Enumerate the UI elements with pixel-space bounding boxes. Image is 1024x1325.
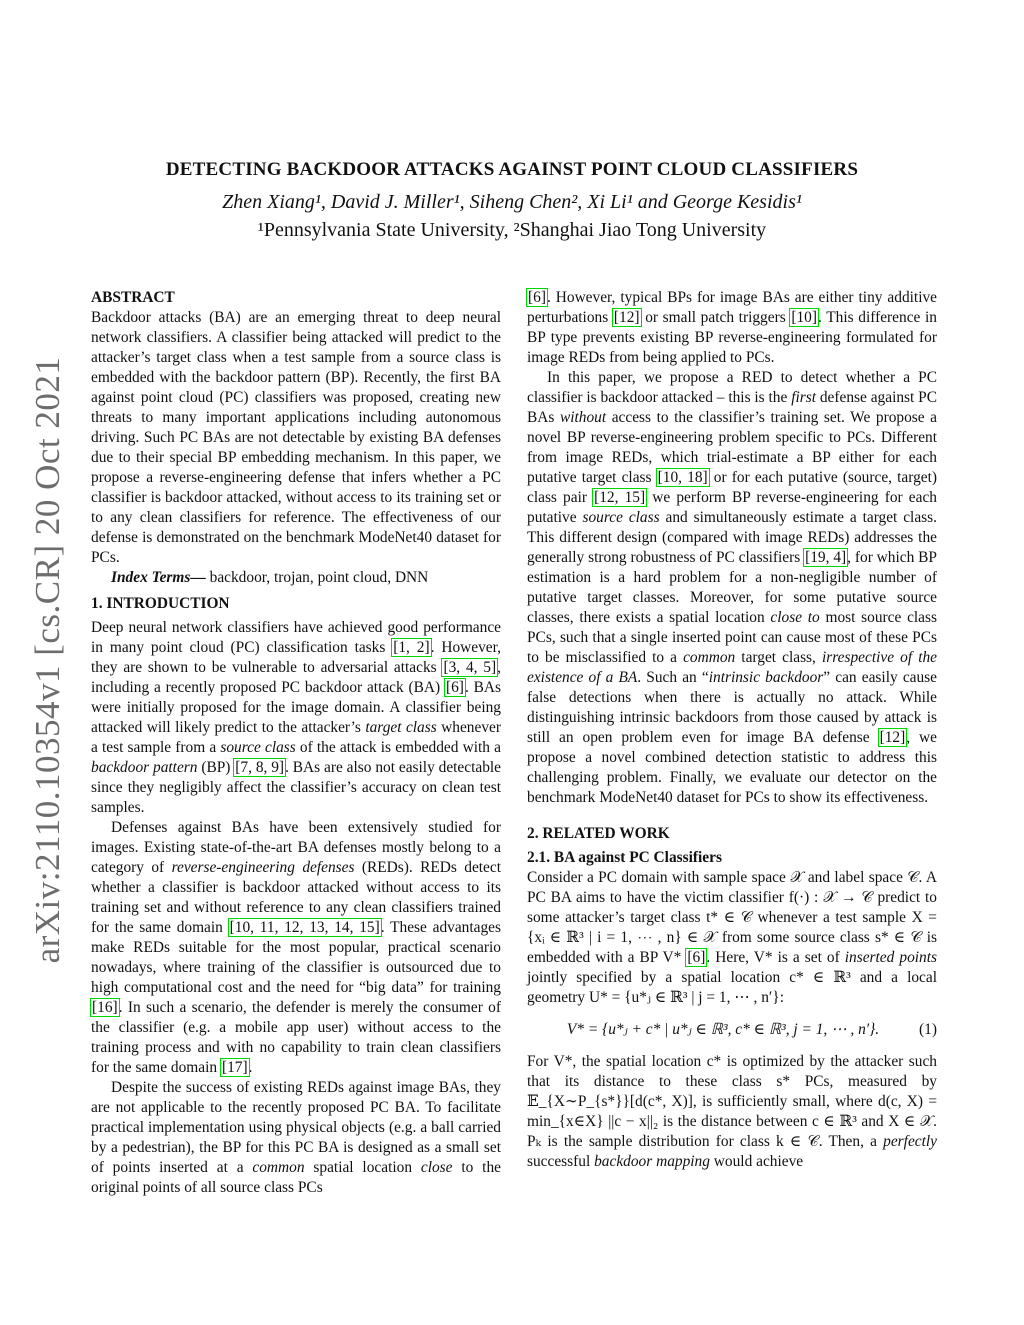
emphasis: first — [791, 389, 816, 406]
arxiv-sidebar-stamp — [28, 356, 68, 964]
index-terms-label: Index Terms— — [111, 569, 206, 586]
text: would achieve — [709, 1153, 804, 1170]
text: (BP) — [197, 759, 235, 776]
text: . Here, V* is a set of — [706, 949, 845, 966]
citation-link[interactable]: [12] — [879, 729, 906, 746]
text: we perform BP reverse-engineering for each putative — [527, 489, 937, 526]
abstract-heading: ABSTRACT — [91, 289, 175, 306]
citation-link[interactable]: [3, 4, 5] — [443, 659, 497, 676]
text: . — [248, 1059, 253, 1076]
abstract-text: Backdoor attacks (BA) are an emerging threat to deep neural network classifiers. A classifier being attacked will predict to the attacker’s target class when a test sample from a source class is embedded with the backdoor pattern (BP). Recently, the first BA against point cloud (PC) classifiers was proposed, creating new threats to many important applications including autonomous driving. Such PC BAs are not detectable by existing BA defenses due to their special BP embedding mechanism. In this paper, we propose a reverse-engineering defense that infers whether a PC classifier is backdoor attacked, without access to its training set or to any clean classifiers for reference. The effectiveness of our defense is demonstrated on the benchmark ModeNet40 dataset for PCs. — [91, 309, 501, 566]
equation-number: (1) — [919, 1021, 937, 1038]
citation-link[interactable]: [10, 11, 12, 13, 14, 15] — [229, 919, 380, 936]
text: spatial location — [304, 1159, 421, 1176]
text: . However, they are shown to be vulnerable to adversarial attacks — [91, 639, 501, 676]
text: or for each putative (source, target) class pair — [527, 469, 938, 506]
text: For V*, the spatial location c* is optimized by the attacker such that its distance to these class s* PCs, measured by 𝔼_{X∼P_{s*}}[d(c*, X)], is sufficiently small, where d(c, X) = min_{x∈X} ||c − x||₂ is the distance between c ∈ ℝ³ and X ∈ 𝒳. Pₖ is the sample distribution for class k ∈ 𝒞. Then, a — [527, 1053, 937, 1150]
emphasis: irrespective of the existence of a BA — [527, 649, 937, 686]
text: Consider a PC domain with sample space 𝒳 and label space 𝒞. A PC BA aims to have the victim classifier f(·) : 𝒳 → 𝒞 predict to some attacker’s target class t* ∈ 𝒞 whenever a test sample X = {xᵢ ∈ ℝ³ | i = 1, ⋯ , n} ∈ 𝒳 from some source class s* ∈ 𝒞 is embedded with a BP V* — [527, 869, 937, 966]
text: successful — [527, 1153, 595, 1170]
arxiv-identifier: arXiv:2110.10354v1 [cs.CR] 20 Oct 2021 — [28, 356, 67, 964]
citation-link[interactable]: [10] — [791, 309, 818, 326]
section-heading-related-work: 2. RELATED WORK — [527, 825, 670, 842]
emphasis: intrinsic backdoor — [708, 669, 824, 686]
text: jointly specified by a spatial location c* ∈ ℝ³ and a local geometry U* = {u*ⱼ ∈ ℝ³ | j = 1, ⋯ , n′}: — [527, 969, 937, 1006]
left-column — [91, 288, 501, 1198]
text: . BAs are also not easily detectable since they negligibly affect the classifier’s accuracy on clean test samples. — [91, 759, 502, 816]
emphasis: without — [559, 409, 607, 426]
text: ” can easily cause false detections when there is actually no attack. While distinguishing intrinsic backdoors from those caused by attack is still an open problem even for image BA defense — [527, 669, 937, 746]
citation-link[interactable]: [6] — [687, 949, 706, 966]
emphasis: target class — [365, 719, 437, 736]
intro-paragraph-2 — [91, 818, 501, 1078]
text: Deep neural network classifiers have achieved good performance in many point cloud (PC) classification tasks — [91, 619, 501, 656]
text: access to the classifier’s training set. We propose a novel BP reverse-engineering problem specific to PCs. Different from image REDs, which trial-estimate a BP either for each putative target class — [527, 409, 938, 486]
text: defense against PC BAs — [527, 389, 937, 426]
subsection-heading: 2.1. BA against PC Classifiers — [527, 849, 722, 866]
text: . Such an “ — [637, 669, 709, 686]
index-terms-text: backdoor, trojan, point cloud, DNN — [205, 569, 429, 586]
text: most source class PCs, such that a single inserted point can cause most of these PCs to be misclassified to a — [527, 609, 937, 666]
text: of the attack is embedded with a — [295, 739, 501, 756]
text: . BAs were initially proposed for the image domain. A classifier being attacked will likely predict to the attacker’s — [91, 679, 501, 736]
index-terms — [91, 568, 501, 588]
text: In this paper, we propose a RED to detect whether a PC classifier is backdoor attacked – this is the — [527, 369, 937, 406]
emphasis: source class — [582, 509, 660, 526]
citation-link[interactable]: [12] — [613, 309, 640, 326]
citation-link[interactable]: [12, 15] — [594, 489, 646, 506]
related-paragraph-1 — [527, 868, 937, 1008]
emphasis: close — [420, 1159, 453, 1176]
citation-link[interactable]: [7, 8, 9] — [235, 759, 285, 776]
text: , for which BP estimation is a hard problem for a non-negligible number of putative target classes. Moreover, for some putative source classes, there exists a spatial location — [527, 549, 937, 626]
intro-paragraph-4 — [527, 368, 937, 808]
text: . However, typical BPs for image BAs are either tiny additive perturbations — [527, 289, 937, 326]
emphasis: common — [252, 1159, 305, 1176]
emphasis: close to — [770, 609, 820, 626]
intro-paragraph-1 — [91, 618, 501, 818]
text: . In such a scenario, the defender is merely the consumer of the classifier (e.g. a mobile app user) without access to the training process and with no capability to train clean classifiers for the same domain — [91, 999, 501, 1076]
section-heading-introduction: 1. INTRODUCTION — [91, 595, 230, 612]
equation-1 — [527, 1020, 937, 1040]
emphasis: source class — [220, 739, 296, 756]
emphasis: inserted points — [844, 949, 937, 966]
citation-link[interactable]: [1, 2] — [393, 639, 430, 656]
emphasis: reverse-engineering defenses — [171, 859, 355, 876]
paper-title: DETECTING BACKDOOR ATTACKS AGAINST POINT CLOUD CLASSIFIERS — [165, 159, 859, 180]
text: or small patch triggers — [640, 309, 791, 326]
citation-link[interactable]: [16] — [92, 999, 118, 1016]
text: Defenses against BAs have been extensively studied for images. Existing state-of-the-art BA defenses mostly belong to a category of — [91, 819, 501, 876]
citation-link[interactable]: [6] — [528, 289, 546, 306]
related-paragraph-2 — [527, 1052, 937, 1172]
text: . These advantages make REDs suitable for the most popular, practical scenario nowadays, where training of the classifier is outsourced due to high computational cost and the need for “big data” for training — [91, 919, 501, 996]
text: and simultaneously estimate a target class. This different design (compared with image REDs) addresses the generally strong robustness of PC classifiers — [527, 509, 937, 566]
text: , we propose a novel combined detection statistic to address this challenging problem. Finally, we evaluate our detector on the benchmark ModeNet40 dataset for PCs to show its effectiveness. — [527, 729, 937, 806]
text: Despite the success of existing REDs against image BAs, they are not applicable to the recently proposed PC BA. To facilitate practical implementation using physical objects (e.g. a ball carried by a pedestrian), the BP for this PC BA is designed as a small set of points inserted at a — [91, 1079, 501, 1176]
right-column — [527, 288, 937, 1172]
text: whenever a test sample from a — [91, 719, 501, 756]
affiliations: ¹Pennsylvania State University, ²Shanghai Jiao Tong University — [257, 219, 767, 241]
citation-link[interactable]: [19, 4] — [805, 549, 847, 566]
citation-link[interactable]: [6] — [445, 679, 464, 696]
emphasis: backdoor mapping — [594, 1153, 710, 1170]
emphasis: backdoor pattern — [91, 759, 198, 776]
equation-body: V* = {u*ⱼ + c* | u*ⱼ ∈ ℝ³, c* ∈ ℝ³, j = 1, ⋯ , n′}. — [566, 1021, 880, 1038]
citation-link[interactable]: [17] — [221, 1059, 248, 1076]
intro-paragraph-3 — [91, 1078, 501, 1198]
emphasis: perfectly — [883, 1133, 937, 1150]
text: , including a recently proposed PC backdoor attack (BA) — [91, 659, 501, 696]
emphasis: common — [683, 649, 736, 666]
text: (REDs). REDs detect whether a classifier is backdoor attacked without access to its training set and without reference to any clean classifiers trained for the same domain — [91, 859, 501, 936]
text: . This difference in BP type prevents existing BP reverse-engineering formulated for image REDs from being applied to PCs. — [527, 309, 937, 366]
text: target class, — [735, 649, 822, 666]
citation-link[interactable]: [10, 18] — [657, 469, 708, 486]
author-list: Zhen Xiang¹, David J. Miller¹, Siheng Chen², Xi Li¹ and George Kesidis¹ — [222, 191, 802, 213]
text: to the original points of all source class PCs — [91, 1159, 501, 1196]
intro-paragraph-3-continued — [527, 288, 937, 368]
